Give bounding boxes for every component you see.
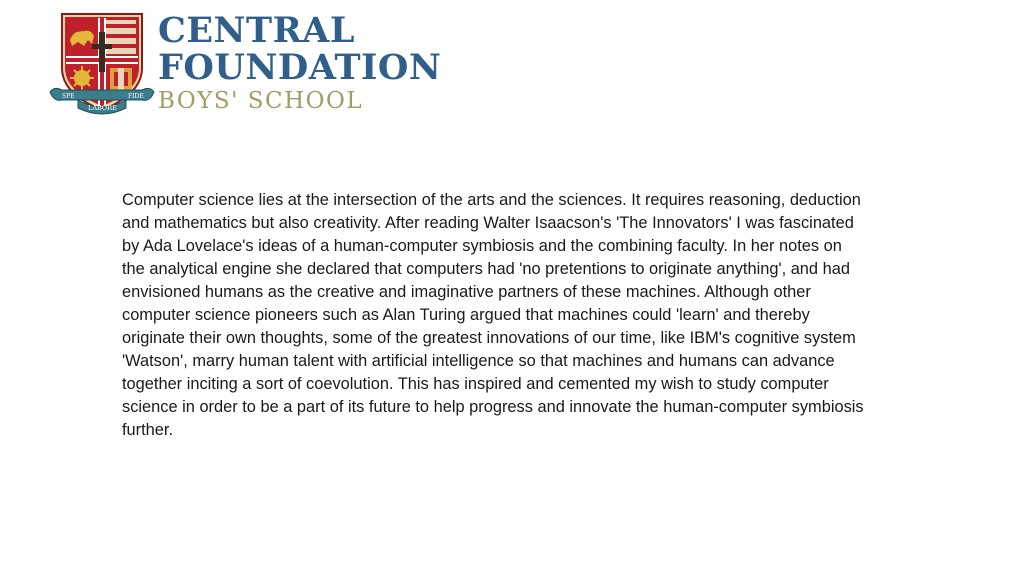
motto-left: SPE [62, 93, 75, 100]
body-paragraph: Computer science lies at the intersection of the arts and the sciences. It requires reasoning, deduction and mathematics but also creativity. After reading Walter Isaacson's 'The Innovators' I was fascinated by Ada Lovelace's ideas of a human-computer symbiosis and the combining faculty. In her notes on the analytical engine she declared that computers had 'no pretentions to originate anything', and had envisioned humans as the creative and imaginative partners of these machines. Although other computer science pioneers such as Alan Turing argued that machines could 'learn' and thereby originate their own thoughts, some of the greatest innovations of our time, like IBM's cognitive system 'Watson', marry human talent with artificial intelligence so that machines and humans can advance together inciting a sort of coevolution. This has inspired and cemented my wish to study computer science in order to be a part of its future to help progress and innovate the human-computer symbiosis further. [122, 191, 864, 439]
school-logo [48, 10, 448, 118]
school-wordmark [158, 10, 448, 118]
motto-center: LABORE [88, 104, 117, 112]
wordmark-boys-school: BOYS' SCHOOL [158, 88, 364, 114]
wordmark-central: CENTRAL [158, 10, 355, 51]
wordmark-foundation: FOUNDATION [158, 47, 442, 88]
school-crest-icon [48, 10, 156, 118]
motto-right: FIDE [128, 93, 144, 100]
